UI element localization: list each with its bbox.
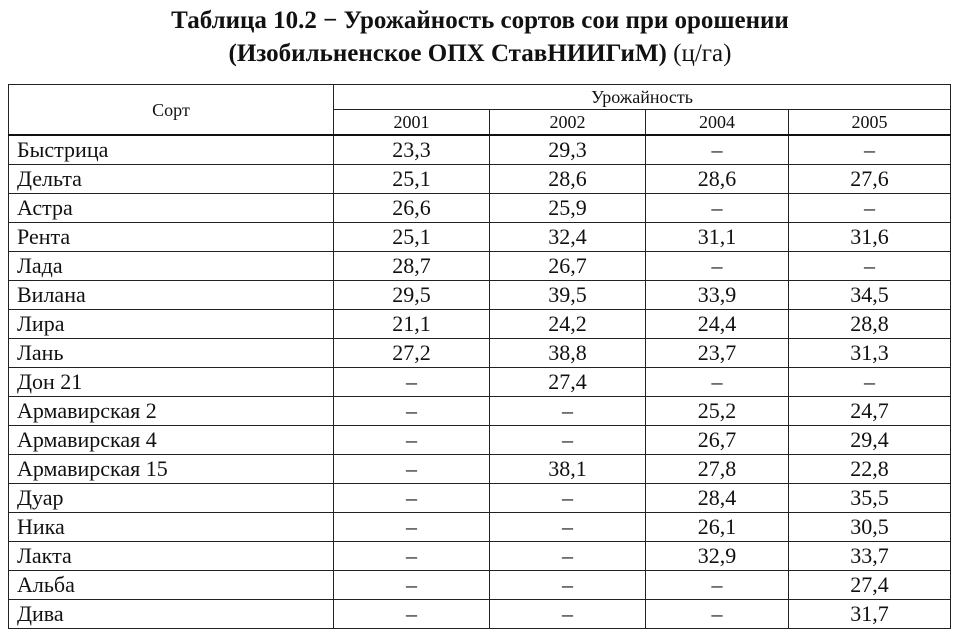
variety-name: Альба xyxy=(9,571,334,600)
table-row xyxy=(9,194,951,223)
caption-unit: (ц/га) xyxy=(673,40,732,67)
yield-value: – xyxy=(789,252,951,281)
table-row xyxy=(9,223,951,252)
table-body xyxy=(9,135,951,629)
table-header xyxy=(9,85,951,136)
table-row xyxy=(9,339,951,368)
table-row xyxy=(9,135,951,165)
yield-value: – xyxy=(334,600,490,629)
yield-value: – xyxy=(490,397,646,426)
yield-value: 33,7 xyxy=(789,542,951,571)
table-row xyxy=(9,513,951,542)
yield-value: 25,1 xyxy=(334,223,490,252)
yield-value: 31,3 xyxy=(789,339,951,368)
yield-value: 29,5 xyxy=(334,281,490,310)
variety-name: Дельта xyxy=(9,165,334,194)
yield-value: – xyxy=(789,135,951,165)
yield-value: 30,5 xyxy=(789,513,951,542)
table-row xyxy=(9,397,951,426)
yield-value: 25,2 xyxy=(646,397,789,426)
variety-name: Астра xyxy=(9,194,334,223)
yield-value: 23,7 xyxy=(646,339,789,368)
yield-value: – xyxy=(334,397,490,426)
yield-value: 26,6 xyxy=(334,194,490,223)
yield-value: – xyxy=(334,513,490,542)
yield-value: 27,4 xyxy=(490,368,646,397)
yield-value: 28,8 xyxy=(789,310,951,339)
caption-source: (Изобильненское ОПХ СтавНИИГиМ) xyxy=(228,40,667,67)
header-year: 2001 xyxy=(334,110,490,136)
variety-name: Армавирская 4 xyxy=(9,426,334,455)
yield-value: 23,3 xyxy=(334,135,490,165)
yield-value: – xyxy=(490,542,646,571)
yield-value: – xyxy=(490,426,646,455)
yield-value: – xyxy=(646,571,789,600)
yield-value: – xyxy=(490,513,646,542)
header-variety: Сорт xyxy=(9,85,334,136)
yield-value: – xyxy=(646,135,789,165)
yield-value: – xyxy=(646,368,789,397)
yield-value: 24,4 xyxy=(646,310,789,339)
table-row xyxy=(9,455,951,484)
yield-value: 32,4 xyxy=(490,223,646,252)
yield-value: 39,5 xyxy=(490,281,646,310)
header-year: 2005 xyxy=(789,110,951,136)
yield-value: – xyxy=(490,600,646,629)
yield-value: – xyxy=(490,484,646,513)
yield-value: 38,8 xyxy=(490,339,646,368)
variety-name: Лада xyxy=(9,252,334,281)
table-row xyxy=(9,165,951,194)
variety-name: Лакта xyxy=(9,542,334,571)
yield-value: 31,1 xyxy=(646,223,789,252)
yield-value: 27,2 xyxy=(334,339,490,368)
header-year: 2004 xyxy=(646,110,789,136)
yield-table xyxy=(8,84,951,629)
table-row xyxy=(9,600,951,629)
yield-value: 24,2 xyxy=(490,310,646,339)
variety-name: Армавирская 15 xyxy=(9,455,334,484)
yield-value: 27,6 xyxy=(789,165,951,194)
yield-value: 28,6 xyxy=(646,165,789,194)
yield-value: 34,5 xyxy=(789,281,951,310)
yield-value: 22,8 xyxy=(789,455,951,484)
variety-name: Дон 21 xyxy=(9,368,334,397)
yield-value: 26,7 xyxy=(646,426,789,455)
yield-value: 27,8 xyxy=(646,455,789,484)
yield-value: 32,9 xyxy=(646,542,789,571)
yield-value: 28,6 xyxy=(490,165,646,194)
variety-name: Дива xyxy=(9,600,334,629)
variety-name: Лира xyxy=(9,310,334,339)
variety-name: Вилана xyxy=(9,281,334,310)
variety-name: Дуар xyxy=(9,484,334,513)
yield-value: – xyxy=(334,455,490,484)
yield-value: 25,9 xyxy=(490,194,646,223)
yield-value: – xyxy=(789,368,951,397)
yield-value: 28,4 xyxy=(646,484,789,513)
header-year: 2002 xyxy=(490,110,646,136)
table-row xyxy=(9,252,951,281)
table-row xyxy=(9,571,951,600)
yield-value: 31,7 xyxy=(789,600,951,629)
yield-value: 25,1 xyxy=(334,165,490,194)
table-row xyxy=(9,484,951,513)
header-yield: Урожайность xyxy=(334,85,951,110)
yield-value: 29,3 xyxy=(490,135,646,165)
variety-name: Быстрица xyxy=(9,135,334,165)
yield-value: – xyxy=(646,194,789,223)
yield-value: 21,1 xyxy=(334,310,490,339)
caption-line-1: Таблица 10.2 − Урожайность сортов сои при орошении xyxy=(171,7,789,34)
yield-value: – xyxy=(490,571,646,600)
variety-name: Рента xyxy=(9,223,334,252)
yield-value: 31,6 xyxy=(789,223,951,252)
yield-value: 26,1 xyxy=(646,513,789,542)
table-row xyxy=(9,281,951,310)
table-row xyxy=(9,542,951,571)
yield-value: – xyxy=(334,368,490,397)
yield-value: – xyxy=(646,252,789,281)
variety-name: Ника xyxy=(9,513,334,542)
yield-value: 33,9 xyxy=(646,281,789,310)
caption-line-2 xyxy=(0,37,960,70)
yield-value: – xyxy=(334,484,490,513)
yield-value: – xyxy=(646,600,789,629)
variety-name: Армавирская 2 xyxy=(9,397,334,426)
yield-value: 28,7 xyxy=(334,252,490,281)
yield-value: 26,7 xyxy=(490,252,646,281)
yield-value: – xyxy=(334,426,490,455)
yield-value: – xyxy=(334,542,490,571)
yield-value: 27,4 xyxy=(789,571,951,600)
yield-value: 24,7 xyxy=(789,397,951,426)
table-row xyxy=(9,310,951,339)
variety-name: Лань xyxy=(9,339,334,368)
yield-value: – xyxy=(789,194,951,223)
yield-value: 29,4 xyxy=(789,426,951,455)
yield-value: – xyxy=(334,571,490,600)
yield-value: 38,1 xyxy=(490,455,646,484)
table-row xyxy=(9,426,951,455)
table-row xyxy=(9,368,951,397)
yield-value: 35,5 xyxy=(789,484,951,513)
table-caption xyxy=(0,4,960,70)
